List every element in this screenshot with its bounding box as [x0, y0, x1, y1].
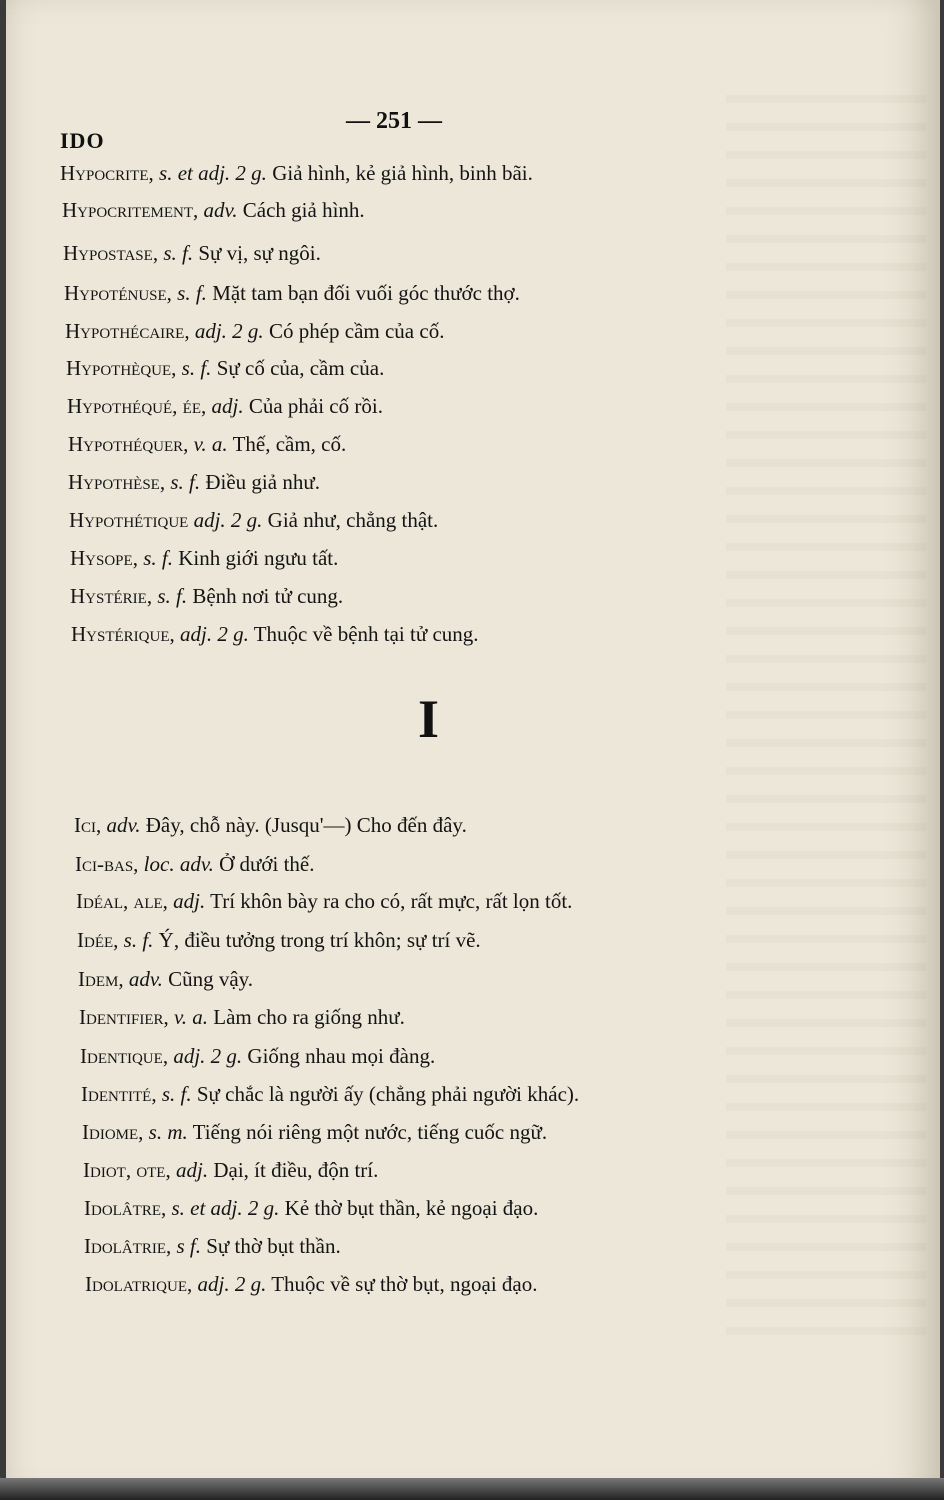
entry-headword: Hypothétique — [69, 508, 189, 532]
dictionary-entry: Identifier, v. a. Làm cho ra giống như. — [79, 1005, 405, 1029]
entry-headword: Hystérie — [70, 584, 147, 608]
entry-definition: Sự thờ bụt thần. — [206, 1234, 341, 1258]
entry-definition: Thế, cầm, cố. — [232, 432, 347, 456]
entry-grammar: adj. — [211, 394, 244, 418]
entry-grammar: s. m. — [148, 1120, 188, 1144]
dictionary-entry: Hypocritement, adv. Cách giả hình. — [62, 198, 365, 222]
dictionary-entry: Hystérie, s. f. Bệnh nơi tử cung. — [70, 584, 344, 608]
dictionary-entry: Idéal, ale, adj. Trí khôn bày ra cho có, rất mực, rất lọn tốt. — [76, 889, 573, 913]
dictionary-entry: Hypocrite, s. et adj. 2 g. Giả hình, kẻ giả hình, binh bãi. — [60, 161, 533, 185]
entry-headword: Hypothéqué, ée — [67, 394, 201, 418]
entry-grammar: s. f. — [161, 1082, 192, 1106]
entry-headword: Hypothèse — [68, 470, 160, 494]
entry-grammar: s. f. — [123, 928, 154, 952]
entry-headword: Identique — [80, 1044, 163, 1068]
entry-definition: Sự chắc là người ấy (chẳng phải người khác). — [196, 1082, 580, 1106]
entry-definition: Làm cho ra giống như. — [213, 1005, 405, 1029]
entry-grammar: adj. 2 g. — [180, 622, 249, 646]
entry-grammar: adj. 2 g. — [194, 319, 264, 343]
entry-definition: Có phép cầm của cố. — [268, 319, 445, 343]
entry-definition: Sự vị, sự ngôi. — [198, 241, 321, 265]
dictionary-entry: Idiome, s. m. Tiếng nói riêng một nước, tiếng cuốc ngữ. — [82, 1120, 548, 1144]
entry-grammar: s. et adj. 2 g. — [159, 161, 267, 185]
entry-definition: Ở dưới thế. — [219, 852, 315, 876]
entry-grammar: adv. — [203, 198, 238, 222]
dictionary-entry: Hypothéquer, v. a. Thế, cầm, cố. — [68, 432, 347, 456]
dictionary-entry: Hypostase, s. f. Sự vị, sự ngôi. — [63, 241, 321, 265]
dictionary-entry: Identité, s. f. Sự chắc là người ấy (chẳng phải người khác). — [81, 1082, 580, 1106]
dictionary-entry: Hypothécaire, adj. 2 g. Có phép cầm của cố. — [65, 319, 445, 343]
entry-definition: Giả như, chẳng thật. — [267, 508, 439, 532]
entry-definition: Dại, ít điều, độn trí. — [213, 1158, 379, 1182]
entry-grammar: s. f. — [157, 584, 188, 608]
entry-headword: Hypocrite — [60, 161, 149, 185]
dictionary-entry: Idem, adv. Cũng vậy. — [78, 967, 254, 991]
dictionary-entry: Idolâtre, s. et adj. 2 g. Kẻ thờ bụt thần, kẻ ngoại đạo. — [84, 1196, 539, 1220]
page-number: — 251 — — [346, 108, 442, 134]
entry-grammar: s. f. — [163, 241, 194, 265]
entry-definition: Kinh giới ngưu tất. — [178, 546, 339, 570]
book-page — [6, 0, 940, 1490]
entry-definition: Thuộc về bệnh tại tử cung. — [253, 622, 479, 646]
entry-headword: Identité — [81, 1082, 152, 1106]
entry-headword: Hypocritement — [62, 198, 193, 222]
entry-grammar: s. et adj. 2 g. — [171, 1196, 280, 1220]
dictionary-entry: Ici-bas, loc. adv. Ở dưới thế. — [75, 852, 315, 876]
entry-grammar: adv. — [106, 813, 141, 837]
entry-grammar: adj. — [173, 889, 206, 913]
entry-grammar: v. a. — [193, 432, 228, 456]
entry-definition: Cách giả hình. — [242, 198, 365, 222]
entry-headword: Hypothèque — [66, 356, 172, 380]
entry-grammar: s f. — [176, 1234, 201, 1258]
dictionary-entry: Hysope, s. f. Kinh giới ngưu tất. — [70, 546, 339, 570]
entry-definition: Cũng vậy. — [168, 967, 254, 991]
running-header-left: IDO — [60, 128, 105, 153]
entry-grammar: s. f. — [170, 470, 201, 494]
entry-headword: Hypothéquer — [68, 432, 184, 456]
dictionary-entry: Idolatrique, adj. 2 g. Thuộc về sự thờ bụt, ngoại đạo. — [85, 1272, 538, 1296]
entry-headword: Hypoténuse — [64, 281, 167, 305]
entry-headword: Idolâtre — [84, 1196, 161, 1220]
entry-headword: Idiot, ote — [83, 1158, 166, 1182]
entry-grammar: adj. — [175, 1158, 209, 1182]
entry-definition: Giống nhau mọi đàng. — [247, 1044, 436, 1068]
entry-headword: Hypothécaire — [65, 319, 185, 343]
dictionary-entry: Ici, adv. Đây, chỗ này. (Jusqu'—) Cho đến đây. — [74, 813, 467, 837]
entry-definition: Sự cố của, cầm của. — [216, 356, 385, 380]
entry-grammar: adj. 2 g. — [193, 508, 263, 532]
entry-definition: Mặt tam bạn đối vuối góc thước thợ. — [212, 281, 520, 305]
entry-headword: Idolâtrie — [84, 1234, 166, 1258]
entry-headword: Idée — [77, 928, 114, 952]
entry-definition: Kẻ thờ bụt thần, kẻ ngoại đạo. — [284, 1196, 539, 1220]
dictionary-entry: Hystérique, adj. 2 g. Thuộc về bệnh tại tử cung. — [71, 622, 479, 646]
entry-definition: Ý, điều tưởng trong trí khôn; sự trí vẽ. — [158, 928, 481, 952]
entry-definition: Bệnh nơi tử cung. — [192, 584, 344, 608]
entry-headword: Idem — [78, 967, 119, 991]
entry-headword: Hysope — [70, 546, 133, 570]
entry-definition: Đây, chỗ này. (Jusqu'—) Cho đến đây. — [145, 813, 467, 837]
entry-definition: Thuộc về sự thờ bụt, ngoại đạo. — [271, 1272, 538, 1296]
entry-definition: Trí khôn bày ra cho có, rất mực, rất lọn tốt. — [210, 889, 573, 913]
dictionary-entry: Idiot, ote, adj. Dại, ít điều, độn trí. — [83, 1158, 379, 1182]
entry-grammar: adv. — [128, 967, 163, 991]
entry-headword: Hystérique — [71, 622, 170, 646]
section-letter: I — [418, 689, 440, 749]
entry-grammar: s. f. — [181, 356, 212, 380]
entry-definition: Tiếng nói riêng một nước, tiếng cuốc ngữ. — [192, 1120, 548, 1144]
dictionary-entry: Hypoténuse, s. f. Mặt tam bạn đối vuối góc thước thợ. — [64, 281, 520, 305]
dictionary-entry: Hypothèque, s. f. Sự cố của, cầm của. — [66, 356, 385, 380]
show-through-text — [726, 95, 926, 1345]
entry-grammar: adj. 2 g. — [173, 1044, 243, 1068]
entry-headword: Idéal, ale — [76, 889, 163, 913]
entry-headword: Idiome — [82, 1120, 139, 1144]
dictionary-entry — [69, 507, 438, 533]
entry-grammar: loc. adv. — [143, 852, 214, 876]
scan-edge — [0, 1478, 944, 1500]
entry-headword: Idolatrique — [85, 1272, 187, 1296]
entry-grammar: s. f. — [177, 281, 207, 305]
entry-grammar: v. a. — [173, 1005, 208, 1029]
entry-definition: Của phải cố rồi. — [248, 394, 383, 418]
dictionary-entry: Hypothéqué, ée, adj. Của phải cố rồi. — [67, 394, 383, 418]
dictionary-entry: Hypothèse, s. f. Điều giả như. — [68, 470, 320, 494]
entry-headword: Hypostase — [63, 241, 153, 265]
entry-headword: Identifier — [79, 1005, 164, 1029]
entry-definition: Điều giả như. — [205, 470, 320, 494]
entry-headword: Ici — [74, 813, 96, 837]
dictionary-entry: Idée, s. f. Ý, điều tưởng trong trí khôn; sự trí vẽ. — [77, 928, 481, 952]
entry-grammar: adj. 2 g. — [197, 1272, 267, 1296]
entry-headword: Ici-bas — [75, 852, 134, 876]
dictionary-entry: Idolâtrie, s f. Sự thờ bụt thần. — [84, 1234, 341, 1258]
dictionary-entry: Identique, adj. 2 g. Giống nhau mọi đàng. — [80, 1044, 436, 1068]
entry-definition: Giả hình, kẻ giả hình, binh bãi. — [272, 161, 533, 185]
entry-grammar: s. f. — [143, 546, 173, 570]
